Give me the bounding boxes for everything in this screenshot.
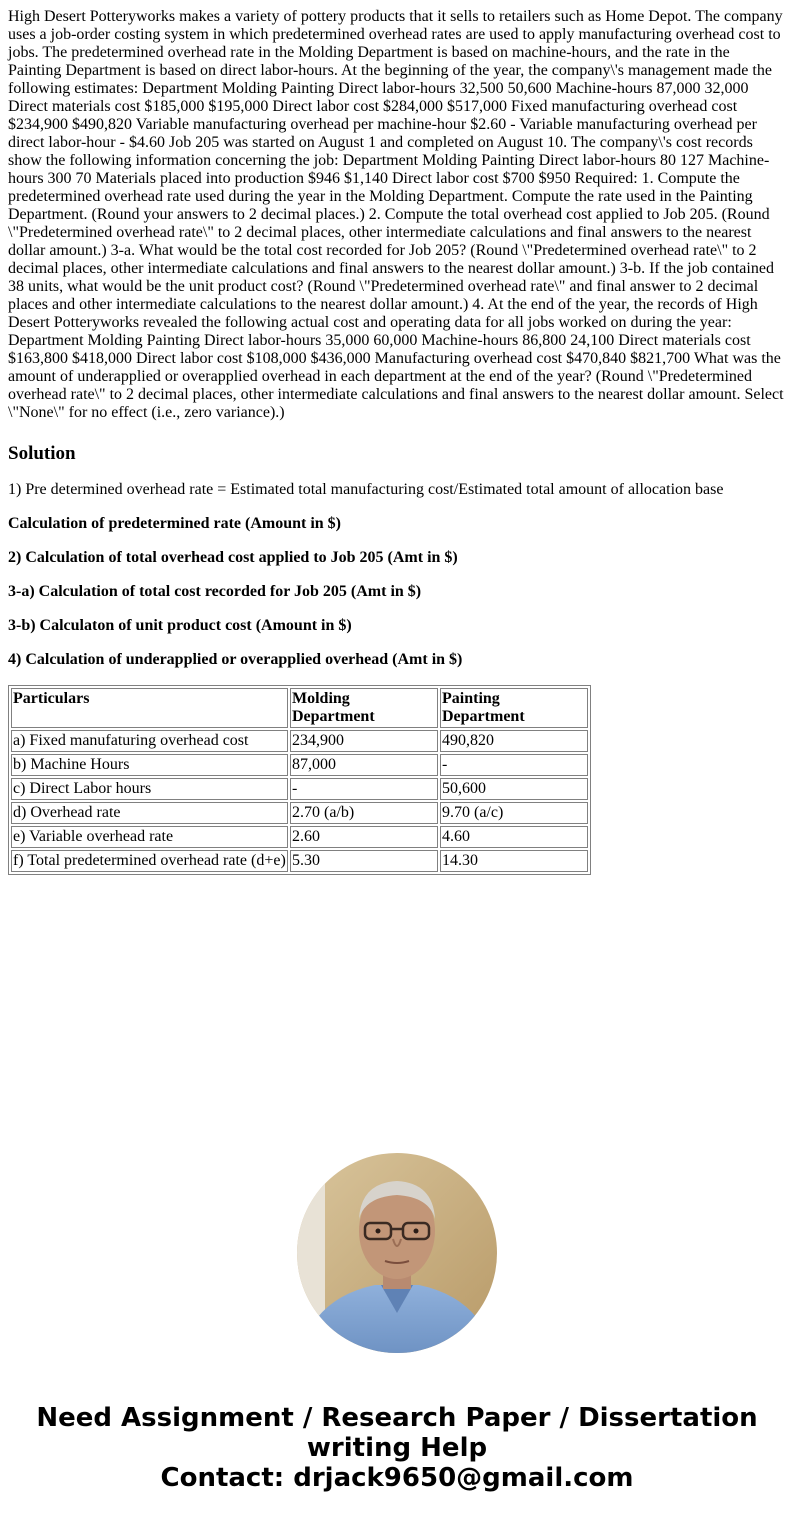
table-header-row [11,688,588,728]
promo-line-contact: Contact: drjack9650@gmail.com [160,1463,634,1493]
section-heading-unit-cost: 3-b) Calculaton of unit product cost (Amount in $) [8,617,352,634]
table-cell: 14.30 [440,850,588,872]
table-header-cell: Painting Department [440,688,588,728]
document-body [8,8,784,875]
table-cell: f) Total predetermined overhead rate (d+e) [11,850,288,872]
table-cell: 9.70 (a/c) [440,802,588,824]
section-heading-under-over-applied: 4) Calculation of underapplied or overapplied overhead (Amt in $) [8,651,463,668]
table-cell: - [440,754,588,776]
table-cell: 490,820 [440,730,588,752]
avatar-portrait-image [297,1153,497,1353]
solution-heading: Solution [8,443,76,464]
table-cell: c) Direct Labor hours [11,778,288,800]
section-heading-overhead-applied: 2) Calculation of total overhead cost applied to Job 205 (Amt in $) [8,549,458,566]
table-cell: b) Machine Hours [11,754,288,776]
table-row [11,850,588,872]
table-header-cell: Molding Department [290,688,438,728]
table-cell: 234,900 [290,730,438,752]
table-cell: 87,000 [290,754,438,776]
promo-text [0,1403,794,1493]
section-heading-total-cost: 3-a) Calculation of total cost recorded for Job 205 (Amt in $) [8,583,422,600]
section-heading-predetermined-rate: Calculation of predetermined rate (Amount in $) [8,515,341,532]
table-cell: d) Overhead rate [11,802,288,824]
table-cell: 2.70 (a/b) [290,802,438,824]
table-header-cell: Particulars [11,688,288,728]
table-cell: a) Fixed manufaturing overhead cost [11,730,288,752]
question-text: High Desert Potteryworks makes a variety of pottery products that it sells to retailers such as Home Depot. The company uses a job-order costing system in which predetermined overhead rates are used to apply manufacturing overhead cost to jobs. The predetermined overhead rate in the Molding Department is based on machine-hours, and the rate in the Painting Department is based on direct labor-hours. At the beginning of the year, the company\'s management made the following estimates: Department Molding Painting Direct labor-hours 32,500 50,600 Machine-hours 87,000 32,000 Direct materials cost $185,000 $195,000 Direct labor cost $284,000 $517,000 Fixed manufacturing overhead cost $234,900 $490,820 Variable manufacturing overhead per machine-hour $2.60 - Variable manufacturing overhead per direct labor-hour - $4.60 Job 205 was started on August 1 and completed on August 10. The company\'s cost records show the following information concerning the job: Department Molding Painting Direct labor-hours 80 127 Machine-hours 300 70 Materials placed into production $946 $1,140 Direct labor cost $700 $950 Required: 1. Compute the predetermined overhead rate used during the year in the Molding Department. Compute the rate used in the Painting Department. (Round your answers to 2 decimal places.) 2. Compute the total overhead cost applied to Job 205. (Round \"Predetermined overhead rate\" to 2 decimal places, other intermediate calculations and final answers to the nearest dollar amount.) 3-a. What would be the total cost recorded for Job 205? (Round \"Predetermined overhead rate\" to 2 decimal places, other intermediate calculations and final answers to the nearest dollar amount.) 3-b. If the job contained 38 units, what would be the unit product cost? (Round \"Predetermined overhead rate\" and final answer to 2 decimal places and other intermediate calculations to the nearest dollar amount.) 4. At the end of the year, the records of High Desert Potteryworks revealed the following actual cost and operating data for all jobs worked on during the year: Department Molding Painting Direct labor-hours 35,000 60,000 Machine-hours 86,800 24,100 Direct materials cost $163,800 $418,000 Direct labor cost $108,000 $436,000 Manufacturing overhead cost $470,840 $821,700 What was the amount of underapplied or overapplied overhead in each department at the end of the year? (Round \"Predetermined overhead rate\" to 2 decimal places, other intermediate calculations and final answers to the nearest dollar amount. Select \"None\" for no effect (i.e., zero variance).) [8,8,784,421]
promo-line-2: writing Help [306,1433,488,1463]
predetermined-rate-table [8,685,591,875]
table-row [11,778,588,800]
table-row [11,826,588,848]
table-cell: 2.60 [290,826,438,848]
table-row [11,754,588,776]
table-row [11,730,588,752]
table-cell: 50,600 [440,778,588,800]
table-cell: e) Variable overhead rate [11,826,288,848]
avatar [297,1153,497,1353]
promo-block [0,1153,794,1493]
solution-intro: 1) Pre determined overhead rate = Estimated total manufacturing cost/Estimated total amount of allocation base [8,481,724,498]
table-cell: 4.60 [440,826,588,848]
table-cell: - [290,778,438,800]
promo-line-1: Need Assignment / Research Paper / Dissertation [36,1403,758,1433]
table-row [11,802,588,824]
table-cell: 5.30 [290,850,438,872]
